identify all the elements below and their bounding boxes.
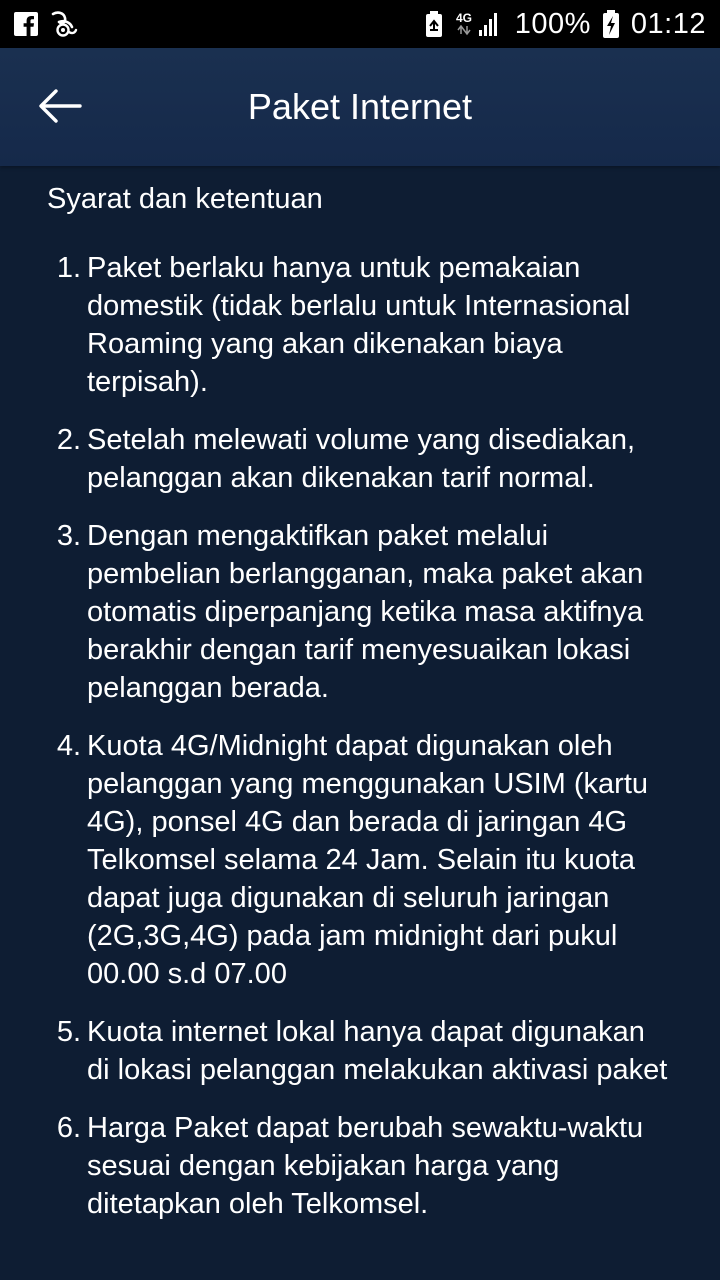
term-text: Kuota internet lokal hanya dapat digunakan di lokasi pelanggan melakukan aktivasi paket bbox=[87, 1016, 668, 1086]
term-text: Setelah melewati volume yang disediakan, pelanggan akan dikenakan tarif normal. bbox=[87, 424, 636, 494]
battery-saver-icon bbox=[425, 11, 443, 37]
battery-charging-icon bbox=[603, 10, 619, 38]
terms-list bbox=[47, 249, 680, 1223]
status-bar bbox=[0, 0, 720, 48]
term-item bbox=[47, 517, 680, 707]
term-item bbox=[47, 249, 680, 401]
term-item bbox=[47, 727, 680, 993]
svg-text:4G: 4G bbox=[455, 11, 472, 25]
term-item bbox=[47, 1109, 680, 1223]
term-text: Dengan mengaktifkan paket melalui pembelian berlangganan, maka paket akan otomatis diperpanjang ketika masa aktifnya berakhir dengan tarif menyesuaikan lokasi pelanggan berada. bbox=[87, 520, 644, 704]
clock: 01:12 bbox=[630, 7, 706, 40]
term-number: 5. bbox=[56, 1016, 81, 1048]
status-bar-left bbox=[14, 11, 78, 37]
signal-icon bbox=[455, 10, 503, 38]
uc-browser-icon bbox=[50, 11, 78, 37]
term-number: 2. bbox=[56, 424, 81, 456]
battery-percent: 100% bbox=[514, 7, 591, 40]
app-bar bbox=[0, 48, 720, 166]
status-bar-right bbox=[425, 8, 706, 41]
terms-content bbox=[0, 166, 720, 1243]
page-title: Paket Internet bbox=[247, 86, 473, 127]
term-number: 3. bbox=[56, 520, 81, 552]
term-number: 1. bbox=[56, 252, 81, 284]
term-text: Harga Paket dapat berubah sewaktu-waktu sesuai dengan kebijakan harga yang ditetapkan oleh Telkomsel. bbox=[87, 1112, 644, 1220]
term-item bbox=[47, 421, 680, 497]
term-number: 4. bbox=[56, 730, 81, 762]
terms-title: Syarat dan ketentuan bbox=[47, 183, 323, 215]
term-text: Paket berlaku hanya untuk pemakaian domestik (tidak berlalu untuk Internasional Roaming yang akan dikenakan biaya terpisah). bbox=[87, 252, 631, 398]
term-item bbox=[47, 1013, 680, 1089]
term-number: 6. bbox=[56, 1112, 81, 1144]
facebook-icon bbox=[14, 12, 38, 36]
term-text: Kuota 4G/Midnight dapat digunakan oleh pelanggan yang menggunakan USIM (kartu 4G), ponsel 4G dan berada di jaringan 4G Telkomsel selama 24 Jam. Selain itu kuota dapat juga digunakan di seluruh jaringan (2G,3G,4G) pada jam midnight dari pukul 00.00 s.d 07.00 bbox=[87, 730, 649, 990]
